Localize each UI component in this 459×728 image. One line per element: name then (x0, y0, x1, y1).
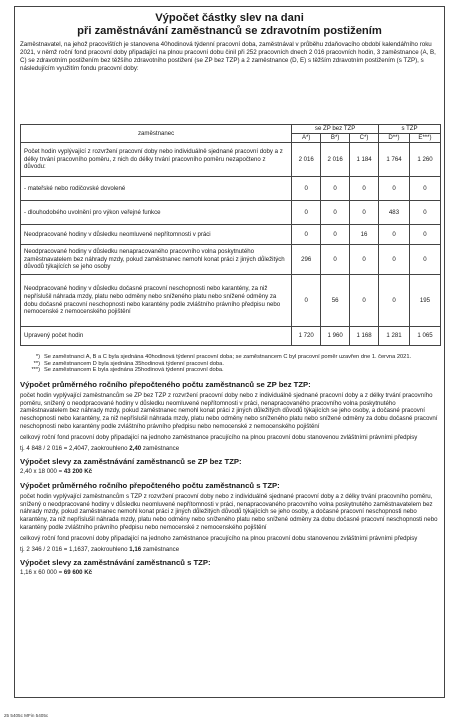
table-row (21, 245, 441, 275)
cell-value: 0 (321, 225, 350, 245)
section-heading-zp: Výpočet průměrného ročního přepočteného počtu zaměstnanců se ZP bez TZP: (20, 380, 311, 389)
cell-value: 0 (350, 245, 379, 275)
section-heading-tzp: Výpočet průměrného ročního přepočteného počtu zaměstnanců s TZP: (20, 481, 280, 490)
slev-heading-zp: Výpočet slevy za zaměstnávání zaměstnanců se ZP bez TZP: (20, 457, 242, 466)
header-col-a: A*) (292, 134, 321, 143)
table-row (21, 225, 441, 245)
calc-suffix: zaměstnance (141, 445, 180, 452)
calc-result: 2,40 (129, 445, 142, 452)
header-group-zp: se ZP bez TZP (292, 125, 379, 134)
cell-value: 0 (321, 177, 350, 201)
hours-table (20, 124, 441, 346)
table-row (21, 327, 441, 346)
footnote (26, 361, 438, 368)
section-body-tzp: počet hodin vyplývající zaměstnancům s TZP z rozvržení pracovní doby nebo z individuálně sjednané pracovní doby a z délky trvání pracovního poměru, snížený o neodpracované hodiny v důsledku neomluvené nepřítomnosti v práci, nenapracovaného pracovního volna poskytnutého zaměstnavatelem bez náhrady mzdy, pokud zaměstnanec nemohl konat práci z jiných důležitých důvodů týkajících se jeho osoby, a dočasné pracovní neschopnosti nebo karantény, za niž nepříslušil náhrada mzdy, platu nebo odměny nebo sníženého platu nebo snížené odměny za dobu dočasné pracovní neschopnosti nebo karantény podle zvláštního právního předpisu nebo nemocenské z nemocenského pojištění (20, 493, 438, 531)
table-row (21, 275, 441, 327)
slev-prefix: 1,16 x 60 000 = (20, 569, 64, 576)
section-body-zp: počet hodin vyplývající zaměstnancům se ZP bez TZP z rozvržení pracovní doby nebo z individuálně sjednané pracovní doby a z délky trvání pracovního poměru, snížený o neodpracované hodiny v důsledku neomluvené nepřítomnosti v práci, nenapracovaného pracovního volna poskytnutého zaměstnavatelem bez náhrady mzdy, pokud zaměstnanec nemohl konat práci z jiných důležitých důvodů týkajících se jeho osoby, a dočasné pracovní neschopnosti nebo karantény, za niž nepříslušil náhrada mzdy, platu nebo odměny nebo sníženého platu nebo snížené odměny za dobu dočasné pracovní neschopnosti nebo karantény podle zvláštního právního předpisu nebo nemocenské z nemocenského pojištění (20, 392, 438, 430)
slev-line-tzp (20, 569, 441, 577)
cell-value: 296 (292, 245, 321, 275)
cell-value: 0 (409, 245, 440, 275)
footnotes (26, 354, 438, 374)
cell-value: 0 (409, 225, 440, 245)
row-label: Neodpracované hodiny v důsledku nenapracovaného pracovního volna poskytnutého zaměstnavatelem bez náhrady mzdy, pokud zaměstnanec nemohl konat práci z jiných důležitých důvodů týkajících se jeho osoby (21, 245, 292, 275)
cell-value: 0 (321, 201, 350, 225)
cell-value: 483 (379, 201, 410, 225)
footnote-text: Se zaměstnanci A, B a C byla sjednána 40hodinová týdenní pracovní doba; se zaměstnancem C byl pracovní poměr uzavřen dne 1. června 2021. (44, 354, 412, 360)
cell-value: 1 960 (321, 327, 350, 346)
calc-prefix: tj. 4 848 / 2 016 = 2,4047, zaokrouhleno (20, 445, 130, 452)
table-row (21, 143, 441, 177)
title-line-2: při zaměstnávání zaměstnanců se zdravotním postižením (77, 24, 382, 37)
cell-value: 0 (379, 275, 410, 327)
header-group-tzp: s TZP (379, 125, 441, 134)
slev-result: 69 600 Kč (63, 569, 93, 576)
footnote-mark: ***) (31, 367, 40, 374)
table-row (21, 201, 441, 225)
slev-result: 43 200 Kč (63, 468, 93, 475)
cell-value: 16 (350, 225, 379, 245)
section-divider-zp: celkový roční fond pracovní doby připadající na jednoho zaměstnance pracujícího na plnou pracovní dobu stanovenou zvláštními právními předpisy (20, 434, 418, 441)
cell-value: 2 016 (292, 143, 321, 177)
footnote (26, 354, 438, 361)
print-code: 25 5405c MFin 5405c (4, 713, 49, 718)
cell-value: 0 (321, 245, 350, 275)
slev-heading-tzp: Výpočet slevy za zaměstnávání zaměstnanců s TZP: (20, 558, 211, 567)
slev-prefix: 2,40 x 18 000 = (20, 468, 64, 475)
footnote-mark: **) (33, 360, 40, 367)
cell-value: 1 281 (379, 327, 410, 346)
cell-value: 1 720 (292, 327, 321, 346)
cell-value: 0 (379, 245, 410, 275)
cell-value: 1 168 (350, 327, 379, 346)
header-employee: zaměstnanec (21, 125, 292, 143)
cell-value: 1 184 (350, 143, 379, 177)
row-label: Neodpracované hodiny v důsledku dočasné pracovní neschopnosti nebo karantény, za niž nepříslušil náhrada mzdy, platu nebo odměny nebo sníženého platu nebo snížené odměny za dobu dočasné pracovní neschopnosti nebo karantény podle zvláštního právního předpisu nebo nemocenské z nemocenského pojištění (21, 275, 292, 327)
calc-prefix: tj. 2 346 / 2 016 = 1,1637, zaokrouhleno (20, 546, 130, 553)
row-label: Počet hodin vyplývající z rozvržení pracovní doby nebo individuálně sjednané pracovní doby a z délky trvání pracovního poměru, z nich do délky trvání pracovního poměru nezapočteno z důvodu: (21, 143, 292, 177)
calc-suffix: zaměstnance (141, 546, 180, 553)
page-title (14, 12, 445, 37)
footnote (26, 367, 438, 374)
row-label: Neodpracované hodiny v důsledku neomluvené nepřítomnosti v práci (21, 225, 292, 245)
footnote-text: Se zaměstnancem E byla sjednána 25hodinová týdenní pracovní doba. (44, 367, 224, 374)
cell-value: 56 (321, 275, 350, 327)
slev-line-zp (20, 468, 441, 476)
table-row (21, 177, 441, 201)
cell-value: 195 (409, 275, 440, 327)
cell-value: 0 (409, 201, 440, 225)
row-label: Upravený počet hodin (21, 327, 292, 346)
cell-value: 0 (292, 275, 321, 327)
cell-value: 1 260 (409, 143, 440, 177)
calc-line-tzp (20, 546, 441, 554)
calc-result: 1,16 (129, 546, 142, 553)
cell-value: 0 (379, 225, 410, 245)
header-col-e: E***) (409, 134, 440, 143)
header-col-d: D**) (379, 134, 410, 143)
cell-value: 0 (292, 225, 321, 245)
header-col-b: B*) (321, 134, 350, 143)
row-label: - dlouhodobého uvolnění pro výkon veřejné funkce (21, 201, 292, 225)
cell-value: 2 016 (321, 143, 350, 177)
cell-value: 0 (350, 275, 379, 327)
cell-value: 0 (292, 201, 321, 225)
footnote-mark: *) (35, 354, 40, 360)
cell-value: 0 (350, 177, 379, 201)
cell-value: 0 (409, 177, 440, 201)
page-frame (14, 6, 445, 698)
cell-value: 1 764 (379, 143, 410, 177)
title-line-1: Výpočet částky slev na dani (155, 12, 304, 24)
cell-value: 0 (379, 177, 410, 201)
cell-value: 0 (292, 177, 321, 201)
cell-value: 0 (350, 201, 379, 225)
calc-line-zp (20, 445, 441, 453)
cell-value: 1 065 (409, 327, 440, 346)
row-label: - mateřské nebo rodičovské dovolené (21, 177, 292, 201)
header-col-c: C*) (350, 134, 379, 143)
section-divider-tzp: celkový roční fond pracovní doby připadající na jednoho zaměstnance pracujícího na plnou pracovní dobu stanovenou zvláštními právními předpisy (20, 535, 418, 542)
footnote-text: Se zaměstnancem D byla sjednána 35hodinová týdenní pracovní doba. (44, 360, 224, 367)
intro-paragraph: Zaměstnavatel, na jehož pracovištích je stanovena 40hodinová týdenní pracovní doba, zaměstnával v průběhu zdaňovacího období kalendářního roku 2021, v němž roční fond pracovní doby připadající na plnou pracovní dobu činil při 252 pracovních dnech 2 016 pracovních hodin, 3 zaměstnance (A, B, C) se zdravotním postižením bez těžšího zdravotního postižení (se ZP bez TZP) a 2 zaměstnance (D, E) s těžším zdravotním postižením (s TZP), s následujícím využitím fondu pracovní doby: (20, 41, 436, 72)
